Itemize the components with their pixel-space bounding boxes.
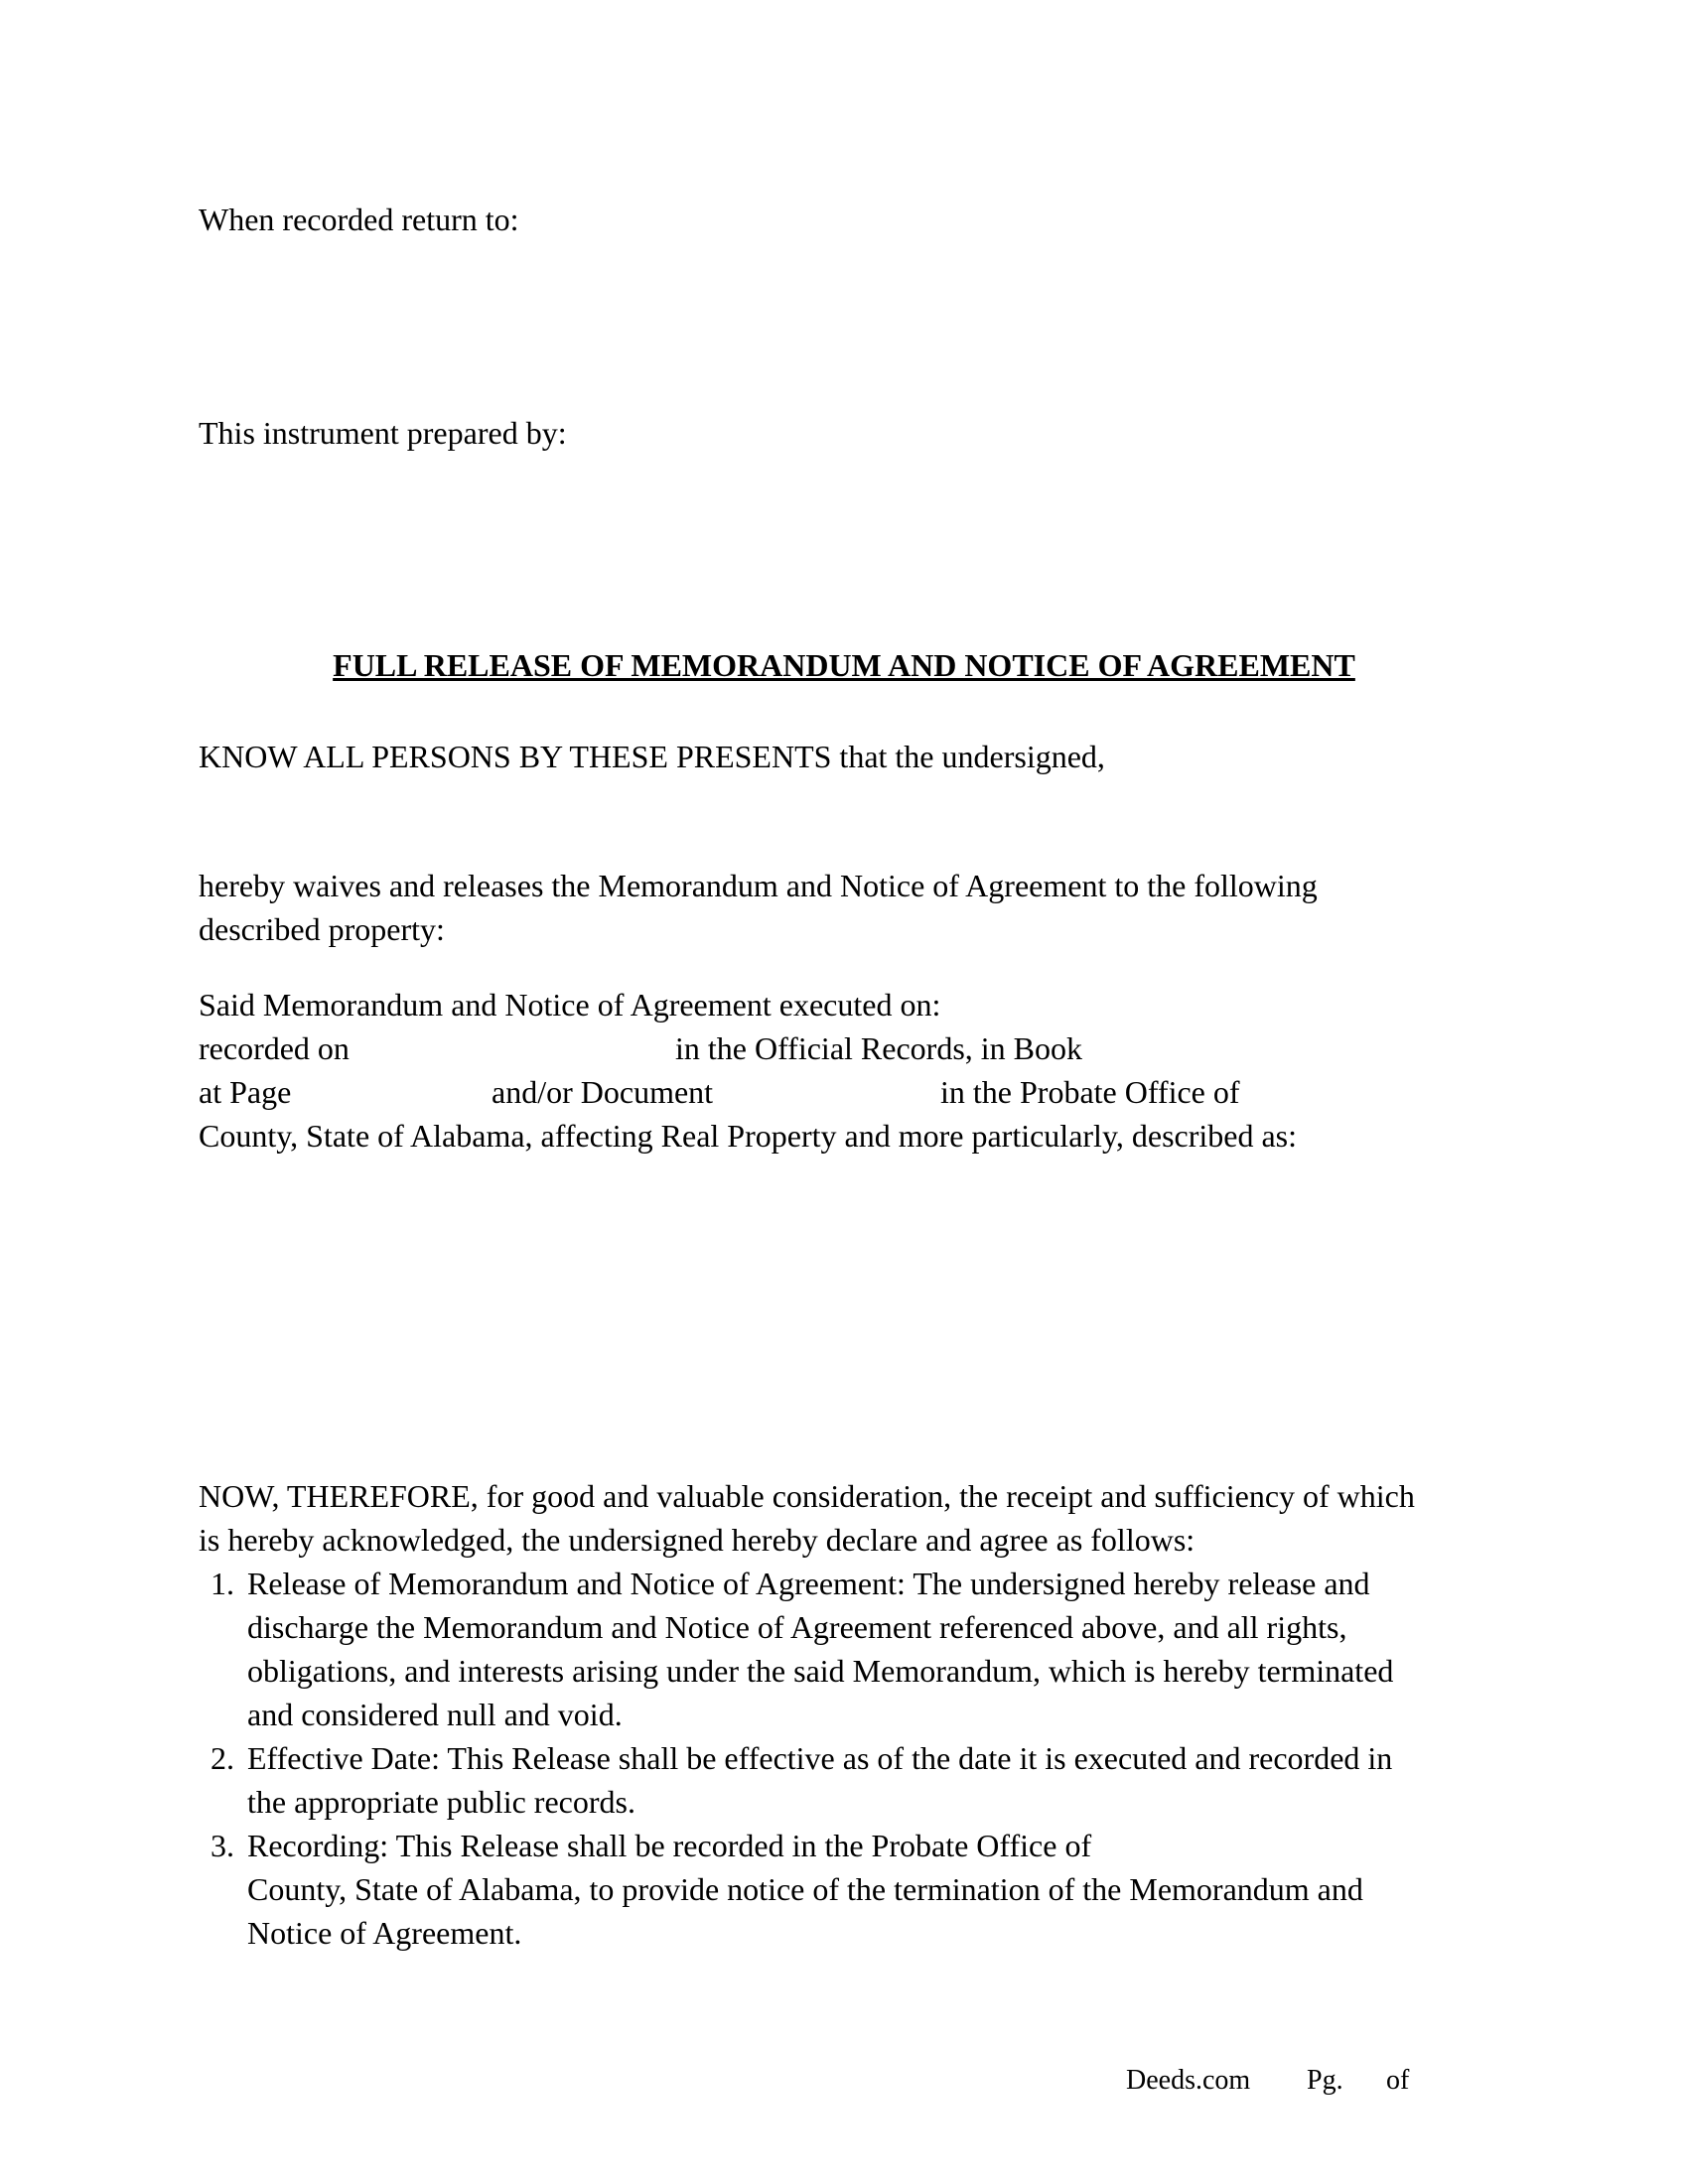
official-records-label: in the Official Records, in Book bbox=[675, 1030, 1082, 1066]
waiver-line-1: hereby waives and releases the Memorandum and Notice of Agreement to the following bbox=[199, 868, 1318, 903]
list-item-line: Recording: This Release shall be recorded in the Probate Office of bbox=[247, 1828, 1092, 1863]
recorded-on-label: recorded on bbox=[199, 1030, 350, 1066]
footer-of-label: of bbox=[1386, 2065, 1410, 2096]
county-description-line: County, State of Alabama, affecting Real Property and more particularly, described as: bbox=[199, 1118, 1298, 1154]
footer-page-label: Pg. bbox=[1307, 2065, 1343, 2096]
waiver-line-2: described property: bbox=[199, 911, 445, 947]
list-item-line: Release of Memorandum and Notice of Agreement: The undersigned hereby release and bbox=[247, 1566, 1370, 1601]
document-label: and/or Document bbox=[492, 1074, 714, 1110]
list-item-number: 3. bbox=[211, 1828, 234, 1863]
list-item-line: discharge the Memorandum and Notice of Agreement referenced above, and all rights, bbox=[247, 1609, 1347, 1645]
list-item-line: Notice of Agreement. bbox=[247, 1915, 522, 1951]
at-page-label: at Page bbox=[199, 1074, 292, 1110]
executed-on-label: Said Memorandum and Notice of Agreement executed on: bbox=[199, 987, 941, 1023]
list-item-line: the appropriate public records. bbox=[247, 1784, 635, 1820]
document-title: FULL RELEASE OF MEMORANDUM AND NOTICE OF AGREEMENT bbox=[333, 647, 1355, 683]
prepared-by-label: This instrument prepared by: bbox=[199, 415, 567, 451]
list-item-number: 1. bbox=[211, 1566, 234, 1601]
return-to-label: When recorded return to: bbox=[199, 202, 519, 237]
consideration-line-1: NOW, THEREFORE, for good and valuable consideration, the receipt and sufficiency of which bbox=[199, 1478, 1415, 1514]
consideration-line-2: is hereby acknowledged, the undersigned hereby declare and agree as follows: bbox=[199, 1522, 1196, 1558]
list-item-number: 2. bbox=[211, 1740, 234, 1776]
list-item-line: and considered null and void. bbox=[247, 1697, 623, 1732]
list-item-line: Effective Date: This Release shall be effective as of the date it is executed and recorded in bbox=[247, 1740, 1393, 1776]
list-item-line: County, State of Alabama, to provide notice of the termination of the Memorandum and bbox=[247, 1871, 1363, 1907]
probate-office-label: in the Probate Office of bbox=[940, 1074, 1240, 1110]
intro-paragraph: KNOW ALL PERSONS BY THESE PRESENTS that the undersigned, bbox=[199, 739, 1105, 774]
footer-site: Deeds.com bbox=[1126, 2065, 1251, 2096]
list-item-line: obligations, and interests arising under the said Memorandum, which is hereby terminated bbox=[247, 1653, 1394, 1689]
